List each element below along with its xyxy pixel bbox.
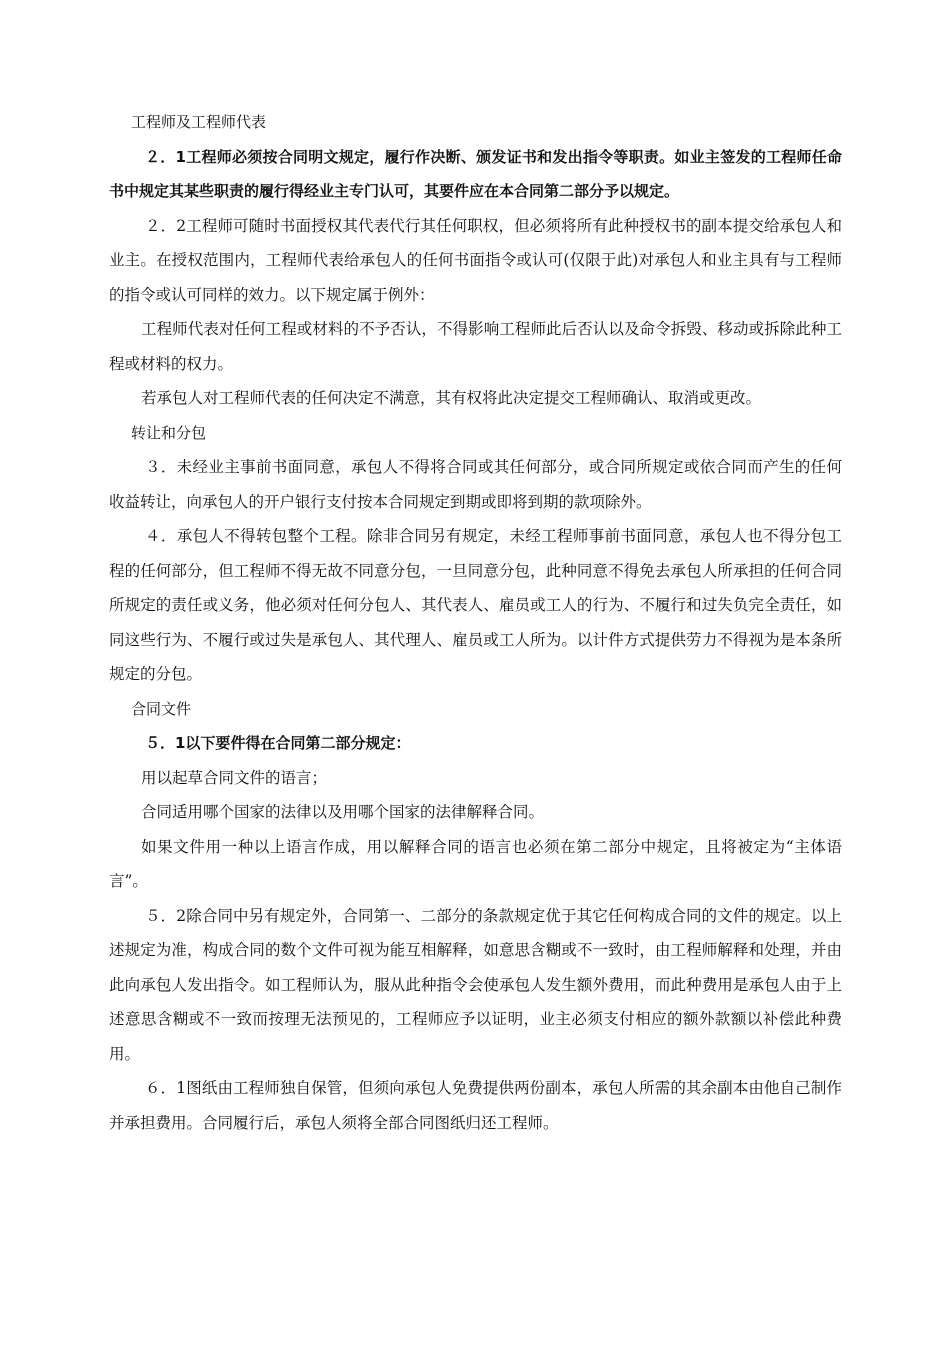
clause-3: ３．未经业主事前书面同意，承包人不得将合同或其任何部分，或合同所规定或依合同而产生的任何收益转让，向承包人的开户银行支付按本合同规定到期或即将到期的款项除外。	[109, 458, 842, 511]
clause-5-1: ５．1以下要件得在合同第二部分规定：	[145, 734, 411, 752]
section-heading-assignment: 转让和分包	[131, 423, 207, 442]
clause-2-1: ２．1工程师必须按合同明文规定，履行作决断、颁发证书和发出指令等职责。如业主签发的工程师任命书中规定其某些职责的履行得经业主专门认可，其要件应在本合同第二部分予以规定。	[109, 147, 842, 200]
section-heading-engineer: 工程师及工程师代表	[131, 113, 267, 131]
section-heading-contract-documents: 合同文件	[131, 699, 192, 718]
clause-4: ４．承包人不得转包整个工程。除非合同另有规定，未经工程师事前书面同意，承包人也不得分包工程的任何部分，但工程师不得无故不同意分包，一旦同意分包，此种同意不得免去承包人所承担的任何合同所规定的责任或义务，他必须对任何分包人、其代表人、雇员或工人的行为、不履行和过失负完全责任，如同这些行为、不履行或过失是承包人、其代理人、雇员或工人所为。以计件方式提供劳力不得视为是本条所规定的分包。	[109, 527, 842, 683]
exception-paragraph-1: 工程师代表对任何工程或材料的不予否认，不得影响工程师此后否认以及命令拆毁、移动或拆除此种工程或材料的权力。	[109, 320, 842, 373]
clause-2-2: ２．2工程师可随时书面授权其代表代行其任何职权，但必须将所有此种授权书的副本提交给承包人和业主。在授权范围内，工程师代表给承包人的任何书面指令或认可(仅限于此)对承包人和业主具有与工程师的指令或认可同样的效力。以下规定属于例外：	[109, 216, 842, 304]
list-item-law: 合同适用哪个国家的法律以及用哪个国家的法律解释合同。	[141, 803, 545, 821]
list-item-main-language: 如果文件用一种以上语言作成，用以解释合同的语言也必须在第二部分中规定，且将被定为“主体语言”。	[109, 837, 842, 890]
exception-paragraph-2: 若承包人对工程师代表的任何决定不满意，其有权将此决定提交工程师确认、取消或更改。	[141, 389, 762, 407]
list-item-language: 用以起草合同文件的语言；	[141, 768, 328, 787]
clause-5-2: ５．2除合同中另有规定外，合同第一、二部分的条款规定优于其它任何构成合同的文件的规定。以上述规定为准，构成合同的数个文件可视为能互相解释，如意思含糊或不一致时，由工程师解释和处理，并由此向承包人发出指令。如工程师认为，服从此种指令会使承包人发生额外费用，而此种费用是承包人由于上述意思含糊或不一致而按理无法预见的，工程师应予以证明，业主必须支付相应的额外款额以补偿此种费用。	[109, 906, 842, 1063]
clause-6-1: ６．1图纸由工程师独自保管，但须向承包人免费提供两份副本，承包人所需的其余副本由他自己制作并承担费用。合同履行后，承包人须将全部合同图纸归还工程师。	[109, 1079, 842, 1132]
document-body	[109, 105, 842, 1140]
